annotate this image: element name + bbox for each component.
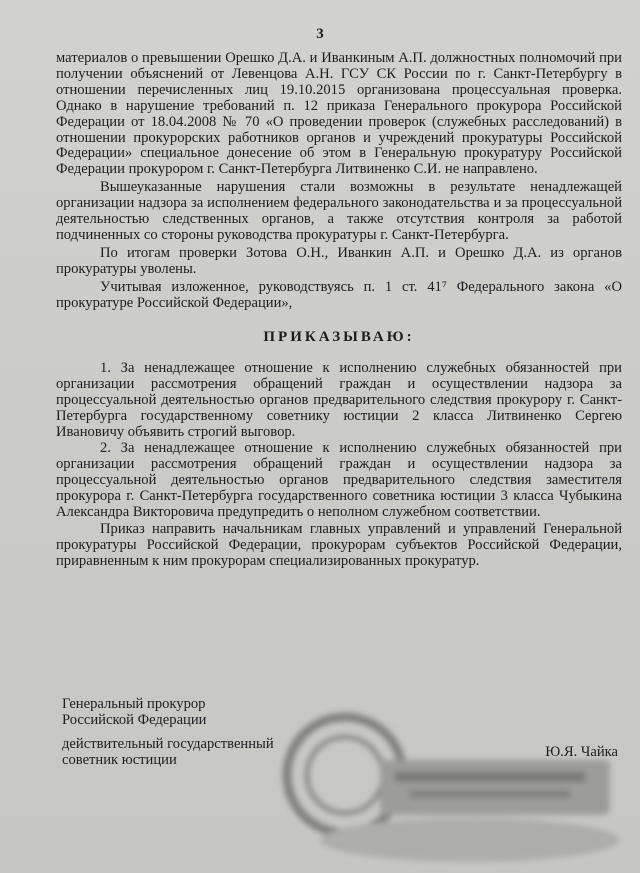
paragraph-legal-basis: Учитывая изложенное, руководствуясь п. 1 ст. 41⁷ Федерального закона «О прокуратуре Российской Федерации», bbox=[56, 278, 622, 311]
order-item-1: 1. За ненадлежащее отношение к исполнению служебных обязанностей при организации рассмотрения обращений граждан и осуществлении надзора за процессуальной деятельностью органов предварительного следствия прокурору г. Санкт-Петербурга государственному советнику юстиции 2 класса Литвиненко Сергею Ивановичу объявить строгий выговор. bbox=[56, 360, 622, 441]
page-number: 3 bbox=[316, 26, 324, 42]
order-heading: ПРИКАЗЫВАЮ: bbox=[263, 328, 415, 345]
signature-title bbox=[62, 697, 207, 729]
paragraph-dismissal: По итогам проверки Зотова О.Н., Иванкин А.П. и Орешко Д.А. из органов прокуратуры уволены. bbox=[56, 244, 622, 277]
signature-title-line1: Генеральный прокурор bbox=[62, 696, 206, 712]
seal-stamp-image bbox=[270, 700, 640, 873]
signatory-name: Ю.Я. Чайка bbox=[545, 744, 618, 760]
paragraph-materials: материалов о превышении Орешко Д.А. и Иванкиным А.П. должностных полномочий при получении объяснений от Левенцова А.Н. ГСУ СК России по г. Санкт-Петербургу в отношении перечисленных лиц 19.10.2015 организована процессуальная проверка. Однако в нарушение требований п. 12 приказа Генерального прокурора Российской Федерации от 18.04.2008 № 70 «О проведении проверок (служебных расследований) в отношении прокурорских работников органов и учреждений прокуратуры Российской Федерации» специальное донесение об этом в Генеральную прокуратуру Российской Федерации прокурором г. Санкт-Петербурга Литвиненко С.И. не направлено. bbox=[56, 50, 622, 178]
signature-rank-line2: советник юстиции bbox=[62, 751, 177, 768]
paragraph-violations: Вышеуказанные нарушения стали возможны в результате ненадлежащей организации надзора за исполнением федерального законодательства и за процессуальной деятельностью следственных органов, а также отсутствия контроля за работой подчиненных со стороны руководства прокуратуры г. Санкт-Петербурга. bbox=[56, 179, 622, 243]
document-body bbox=[56, 51, 622, 570]
order-item-2: 2. За ненадлежащее отношение к исполнению служебных обязанностей при организации рассмотрения обращений граждан и осуществлении надзора за процессуальной деятельностью органов предварительного следствия заместителя прокурора г. Санкт-Петербурга государственного советника юстиции 3 класса Чубыкина Александра Викторовича предупредить о неполном служебном соответствии. bbox=[56, 439, 622, 520]
signature-title-line2: Российской Федерации bbox=[62, 711, 207, 728]
signature-rank-line1: действительный государственный bbox=[62, 736, 274, 752]
order-distribution: Приказ направить начальникам главных управлений и управлений Генеральной прокуратуры Российской Федерации, прокурорам субъектов Российской Федерации, приравненным к ним прокурорам специализированных прокуратур. bbox=[56, 521, 622, 570]
signature-rank bbox=[62, 737, 274, 769]
